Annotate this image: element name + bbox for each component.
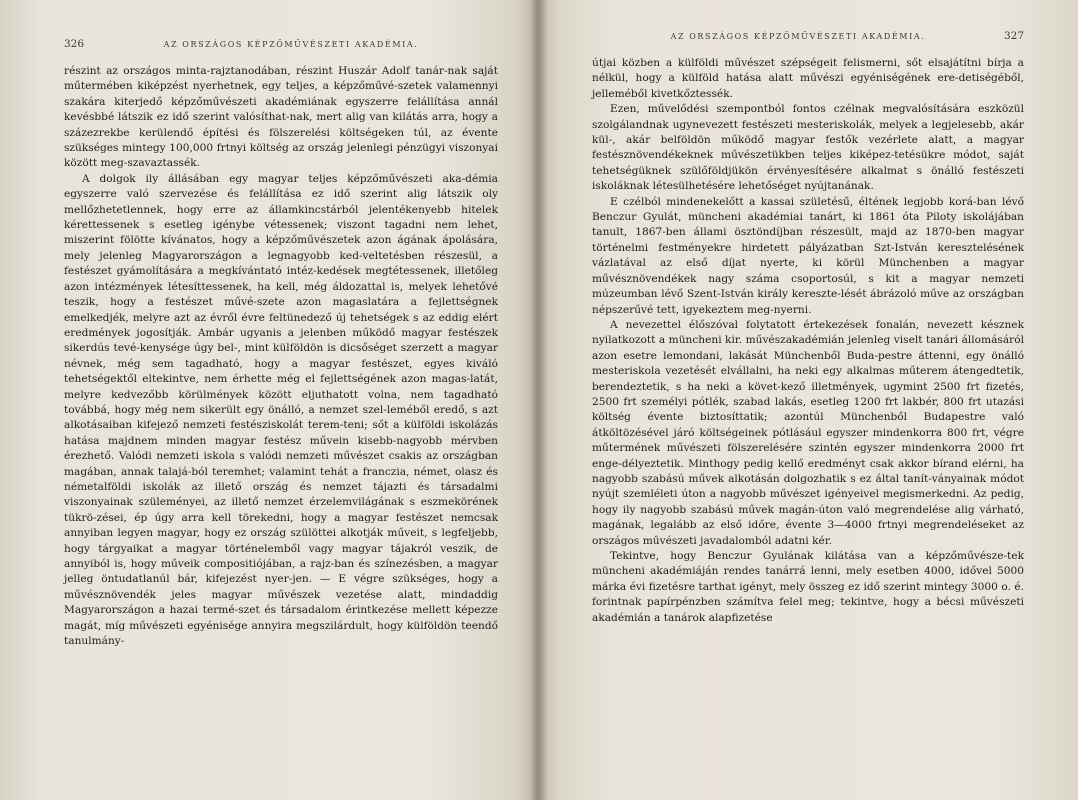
paragraph: Tekintve, hogy Benczur Gyulának kilátása van a képzőművésze-tek müncheni akadémiáján rendes tanárrá lenni, mely esetben 4000, idővel 5000 márka évi fizetésre tarthat igényt, mely összeg ez idő szerint mintegy 3000 o. é. forintnak papírpénzben számítva felel meg; tekintve, hogy a bécsi művészeti akadémián a tanárok alapfizetése — [592, 550, 1024, 624]
paragraph: E czélból mindenekelőtt a kassai születésű, éltének legjobb korá-ban lévő Benczur Gyulát, müncheni akadémiai tanárt, ki 1861 óta Piloty iskolájában tanult, 1867-ben állami ösztöndíjban részesült, majd az 1870-ben magyar történelmi festményekre hirdetett pályázatban Szt-István keresztelésének vázlatával az első díjat nyerte, ki körül Münchenben a magyar művésznövendékek nagy száma csoportosúl, s kit a magyar nemzeti múzeumban lévő Szent-István király kereszte-lését ábrázoló műve az országban népszerűvé tett, igyekeztem meg-nyerni. — [592, 195, 1024, 316]
page-number-right: 327 — [1003, 30, 1024, 42]
running-head-title-left: AZ ORSZÁGOS KÉPZŐMŰVÉSZETI AKADÉMIA. — [163, 40, 419, 49]
right-page-body — [592, 56, 1024, 626]
paragraph: Ezen, művelődési szempontból fontos czélnak megvalósítására eszközül szolgálandnak ugynevezett festészeti mesteriskolák, melyek a legjelesebb, akár kül-, akár belföldön működő magyar festők vezérlete alatt, a magyar festésznövendékeknek művészetükben teljes kiképez-tetésükre módot, saját tehetségüknek szülőföldjükön érvényesítésére alkalmat s önálló festészeti iskoláknak létesülhetésére lehetőséget nyújtanának. — [592, 103, 1024, 193]
running-head-title-right: AZ ORSZÁGOS KÉPZŐMŰVÉSZETI AKADÉMIA. — [670, 32, 926, 41]
left-page — [0, 0, 538, 800]
right-page — [538, 0, 1078, 800]
paragraph: részint az országos minta-rajztanodában, részint Huszár Adolf tanár-nak saját műtermében kiképzést nyerhetnek, egy teljes, a képzőművé-szetek valamennyi szakára kiterjedő képzőművészeti akadémiának egyszerre felállítása annál kevésbbé látszik ez idő szerint valósíthat-nak, mert alig van kilátás arra, hogy a százezrekbe kerülendő építési és fölszerelési költségeken túl, az évente szükséges mintegy 100,000 frtnyi költség az ország jelenlegi pénzügyi viszonyai között meg-szavaztassék. — [64, 65, 498, 170]
page-number-left: 326 — [64, 38, 85, 50]
paragraph: A dolgok ily állásában egy magyar teljes képzőművészeti aka-démia egyszerre való szervezése és felállítása ez idő szerint alig látszik oly mellőzhetetlennek, hogy erre az államkincstárból jelentékenyebb hitelek kérettessenek s esetleg igénybe vétessenek; viszont tagadni nem lehet, miszerint fölötte kívánatos, hogy a képzőművészetek azon ágának ápolására, mely jelenleg Magyarországon a legnagyobb ked-veltetésben részesül, a festészet gyámolítására a megkívántató intéz-kedések megtétessenek, illetőleg azon intézmények létesíttessenek, ha kell, még áldozattal is, melyek lehetővé teszik, hogy a festészet művé-szete azon magaslatára a fejlettségnek emelkedjék, melyre azt az évről évre feltünedező új tehetségek s az eddig elért eredmények jogosítják. Ambár ugyanis a jelenben működő magyar festészek sikerdús tevé-kenysége úgy bel-, mint külföldön is dicsőséget szerzett a magyar névnek, még sem tagadható, hogy a magyar festészet, egyes kiváló tehetségektől eltekintve, nem érhette még el fejlettségének azon magas-latát, melyre kedvezőbb körülmények között eljuthatott volna, nem tagadható továbbá, hogy még nem sikerült egy önálló, a nemzet szel-leméből eredő, s azt alkotásaiban kifejező nemzeti festésziskolát terem-teni; sőt a külföldi iskolázás hatása majdnem minden magyar festész művein kisebb-nagyobb mérvben érezhető. Valódi nemzeti iskola s valódi nemzeti művészet csakis az országban magában, annak talajá-ból teremhet; valamint tehát a franczia, német, olasz és németalföldi iskolák az illető ország és nemzet tájazti és társadalmi viszonyainak szüleményei, az illető nemzet érzelemvilágának s eszmekörének tükrö-zései, ép úgy arra kell törekedni, hogy a magyar festészet nemcsak annyiban legyen magyar, hogy ez ország szülöttei alkotják műveit, s legfeljebb, hogy tárgyaikat a magyar történelemből vagy magyar tájakról veszik, de annyiból is, hogy műveik compositiójában, a rajz-ban és színezésben, a magyar jelleg öntudatlanúl bár, kifejezést nyer-jen. — E végre szükséges, hogy a művésznövendék jeles magyar művészek vezetése alatt, mindaddig Magyarországon a hazai termé-szet és társadalom érintkezése mellett képezze magát, míg művészeti egyénisége annyira megszilárdult, hogy külföldön teendő tanulmány- — [64, 172, 498, 648]
left-page-body — [64, 64, 498, 649]
running-head-left — [64, 38, 498, 50]
paragraph: útjai közben a külföldi művészet szépségeit felismerni, sőt elsajátítni bírja a nélkül, hogy a külföld hatása alatt művészi egyéniségének ere-detiségéből, jelleméből kivetkőztessék. — [592, 57, 1024, 100]
running-head-right — [592, 30, 1024, 42]
paragraph: A nevezettel élőszóval folytatott értekezések fonalán, nevezett késznek nyilatkozott a müncheni kir. művészakadémián jelenleg viselt tanári állomásáról azon esetre lemondani, lakását Münchenből Buda-pestre áttenni, egy önálló mesteriskola vezetését elvállalni, ha neki egy alkalmas műterem átengedtetik, berendeztetik, s ha neki a követ-kező illetmények, ugymint 2500 frt fizetés, 2500 frt személyi pótlék, szabad lakás, esetleg 1200 frt lakbér, 800 frt utazási költség évente biztosíttatik; azontúl Münchenből Budapestre való átköltözésével járó költségeinek pótlásául egyszer mindenkorra 800 frt, végre műtermének művészeti fölszerelésére szintén egyszer mindenkorra 2000 frt enge-délyeztetik. Minthogy pedig kellő eredményt csak akkor bírand elérni, ha nagyobb szabású művek alkotásán dolgozhatik s ez által tanít-ványainak módot nyújt szemléleti úton a nagyobb művészet igényeivel megismerkedni. Az pedig, hogy ily nagyobb szabású művek magán-úton való megrendelése alig várható, magának, legalább az első időre, évente 3—4000 frtnyi megrendeléseket az országos művészeti javadalomból adatni kér. — [592, 318, 1024, 547]
